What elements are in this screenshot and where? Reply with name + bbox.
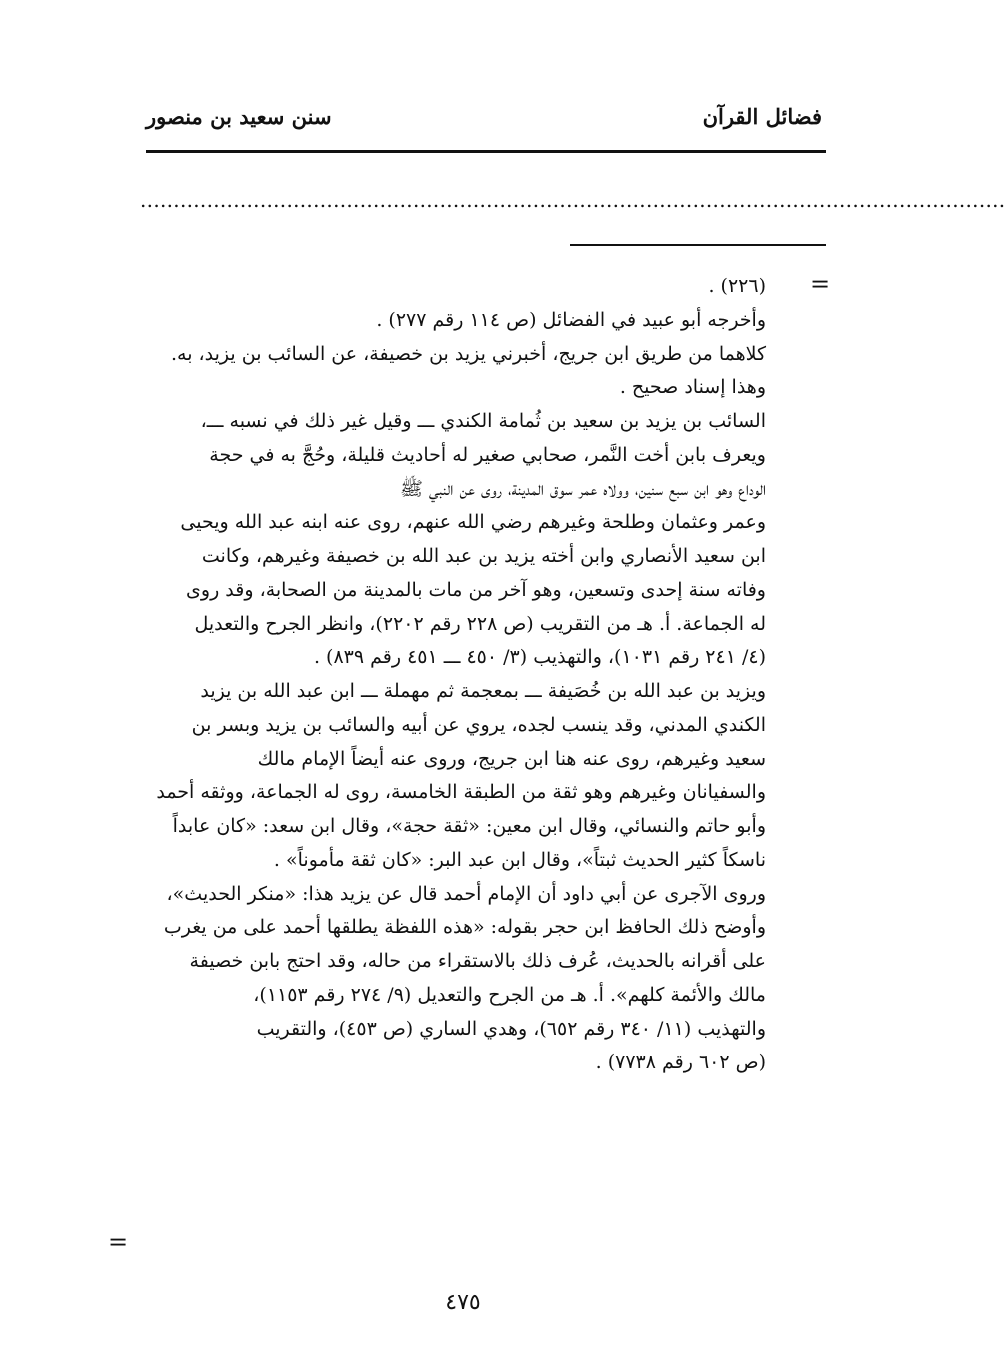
text-line: (٤/ ٢٤١ رقم ١٠٣١)، والتهذيب (٣/ ٤٥٠ ـــ ٤٥١ رقم ٨٣٩) . — [313, 646, 766, 669]
text-line: والسفيانان وغيرهم وهو ثقة من الطبقة الخامسة، روى له الجماعة، ووثقه أحمد — [156, 781, 766, 804]
header-rule — [146, 150, 826, 153]
text-line: وأبو حاتم والنسائي، وقال ابن معين: «ثقة حجة»، وقال ابن سعد: «كان عابداً — [172, 815, 766, 837]
text-line: السائب بن يزيد بن سعيد بن ثُمامة الكندي ـــ وقيل غير ذلك في نسبه ـــ، — [200, 410, 766, 432]
section-title: فضائل القرآن — [702, 104, 822, 129]
text-line: ويزيد بن عبد الله بن خُصَيفة ـــ بمعجمة ثم مهملة ـــ ابن عبد الله بن يزيد — [200, 680, 766, 702]
text-line: وفاته سنة إحدى وتسعين، وهو آخر من مات بالمدينة من الصحابة، وقد روى — [186, 578, 766, 601]
dotted-separator: .................................................................................................................................. — [140, 188, 1005, 212]
text-line: ويعرف بابن أخت النَّمر، صحابي صغير له أحاديث قليلة، وحُجَّ به في حجة — [209, 443, 766, 466]
footnote-body — [134, 270, 766, 1080]
book-title: سنن سعيد بن منصور — [146, 104, 332, 129]
text-line: وروى الآجرى عن أبي داود أن الإمام أحمد قال عن يزيد هذا: «منكر الحديث»، — [166, 882, 766, 905]
text-line: وهذا إسناد صحيح . — [619, 376, 766, 399]
text-line: (٢٢٦) . — [708, 275, 766, 297]
text-line: وأوضح ذلك الحافظ ابن حجر بقوله: «هذه اللفظة يطلقها أحمد على من يغرب — [163, 916, 766, 939]
text-line: والتهذيب (١١/ ٣٤٠ رقم ٦٥٢)، وهدي الساري (ص ٤٥٣)، والتقريب — [256, 1017, 766, 1040]
page-number: ٤٧٥ — [445, 1290, 481, 1315]
text-line: ناسكاً كثير الحديث ثبتاً»، وقال ابن عبد البر: «كان ثقة مأموناً» . — [273, 848, 766, 871]
continuation-mark-bottom: = — [108, 1228, 129, 1256]
text-line: له الجماعة. أ. هـ من التقريب (ص ٢٢٨ رقم ٢٢٠٢)، وانظر الجرح والتعديل — [194, 612, 766, 635]
text-line: (ص ٦٠٢ رقم ٧٧٣٨) . — [595, 1051, 766, 1074]
text-line: الكندي المدني، وقد ينسب لجده، يروي عن أبيه والسائب بن يزيد وبسر بن — [191, 713, 766, 736]
text-line: سعيد وغيرهم، روى عنه هنا ابن جريج، وروى عنه أيضاً الإمام مالك — [257, 747, 766, 770]
text-line: الوداع وهو ابن سبع سنين، وولاه عمر سوق المدينة، روى عن النبي ﷺ — [399, 477, 766, 500]
continuation-mark-top: = — [810, 270, 831, 298]
text-line: على أقرانه بالحديث، عُرف ذلك بالاستقراء من حاله، وقد احتج بابن خصيفة — [189, 950, 766, 972]
text-line: مالك والأئمة كلهم». أ. هـ من الجرح والتعديل (٩/ ٢٧٤ رقم ١١٥٣)، — [253, 983, 766, 1006]
footnote-rule — [570, 244, 826, 246]
text-line: وأخرجه أبو عبيد في الفضائل (ص ١١٤ رقم ٢٧٧) . — [376, 308, 766, 331]
text-line: ابن سعيد الأنصاري وابن أخته يزيد بن عبد الله بن خصيفة وغيرهم، وكانت — [201, 545, 766, 567]
text-line: كلاهما من طريق ابن جريج، أخبرني يزيد بن خصيفة، عن السائب بن يزيد، به. — [170, 342, 766, 365]
text-line: وعمر وعثمان وطلحة وغيرهم رضي الله عنهم، روى عنه ابنه عبد الله ويحيى — [180, 511, 766, 534]
